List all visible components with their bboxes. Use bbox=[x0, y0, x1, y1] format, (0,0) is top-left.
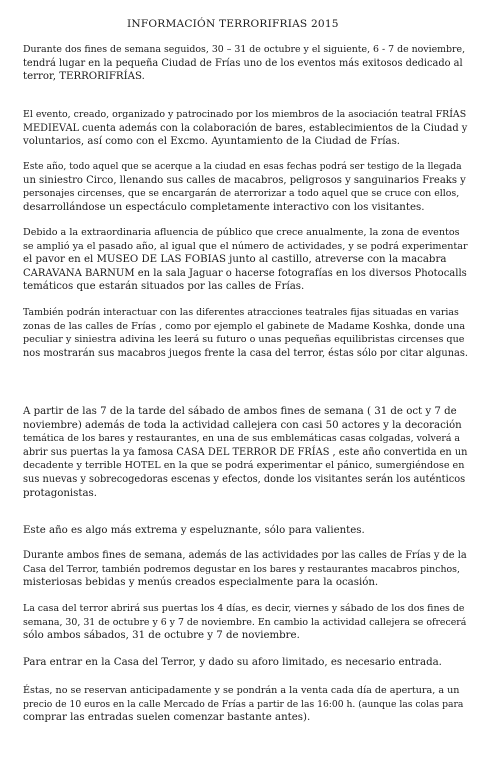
paragraph-opening-days bbox=[23, 602, 468, 643]
text-line: Durante ambos fines de semana, además de las actividades por las calles de Frías y de la bbox=[23, 550, 467, 561]
text-line: personajes circenses, que se encargarán de aterrorizar a todo aquel que se cruce con ellos, bbox=[23, 188, 460, 200]
paragraph-house-of-terror bbox=[23, 405, 468, 500]
text-line: Éstas, no se reservan anticipadamente y se pondrán a la venta cada día de apertura, a un bbox=[23, 685, 460, 696]
text-line: sus nuevas y sobrecogedoras escenas y efectos, donde los visitantes serán los auténticos bbox=[23, 473, 466, 485]
paragraph-tickets bbox=[23, 684, 468, 725]
text-line: Este año es algo más extrema y espeluznante, sólo para valientes. bbox=[23, 525, 365, 536]
text-line: Casa del Terror, también podremos degustar en los bares y restaurantes macabros pinchos, bbox=[23, 563, 460, 575]
text-line: decadente y terrible HOTEL en la que se podrá experimentar el pánico, sumergiéndose en bbox=[23, 460, 465, 472]
text-line: CARAVANA BARNUM en la sala Jaguar o hacerse fotografías en los diversos Photocalls bbox=[23, 267, 467, 279]
text-line: precio de 10 euros en la calle Mercado de Frías a partir de las 16:00 h. (aunque las colas para bbox=[23, 698, 464, 710]
text-line: MEDIEVAL cuenta además con la colaboración de bares, establecimientos de la Ciudad y bbox=[23, 122, 468, 134]
text-line: temática de los bares y restaurantes, en una de sus emblemáticas casas colgadas, volverá a bbox=[23, 433, 461, 445]
text-line: abrir sus puertas la ya famosa CASA DEL TERROR DE FRÍAS , este año convertida en un bbox=[23, 446, 468, 458]
text-line: un siniestro Circo, llenando sus calles de macabros, peligrosos y sanguinarios Freaks y bbox=[23, 174, 466, 186]
text-line: tendrá lugar en la pequeña Ciudad de Frías uno de los eventos más exitosos dedicado al bbox=[23, 57, 463, 69]
paragraph-dates bbox=[23, 43, 468, 84]
text-line: También podrán interactuar con las diferentes atracciones teatrales fijas situadas en varias bbox=[23, 307, 459, 318]
text-line: sólo ambos sábados, 31 de octubre y 7 de noviembre. bbox=[23, 630, 300, 642]
text-line: misteriosas bebidas y menús creados especialmente para la ocasión. bbox=[23, 577, 379, 589]
text-line: zonas de las calles de Frías , como por ejemplo el gabinete de Madame Koshka, donde una bbox=[23, 320, 466, 332]
paragraph-extreme bbox=[23, 524, 468, 538]
text-line: comprar las entradas suelen comenzar bastante antes). bbox=[23, 712, 311, 724]
text-line: Debido a la extraordinaria afluencia de público que crece anualmente, la zona de eventos bbox=[23, 227, 460, 238]
text-line: El evento, creado, organizado y patrocinado por los miembros de la asociación teatral FRÍAS bbox=[23, 109, 467, 120]
paragraph-entry bbox=[23, 656, 468, 670]
paragraph-circus bbox=[23, 160, 468, 214]
text-line: voluntarios, así como con el Excmo. Ayuntamiento de la Ciudad de Frías. bbox=[23, 136, 401, 148]
text-line: desarrollándose un espectáculo completamente interactivo con los visitantes. bbox=[23, 201, 425, 213]
text-line: terror, TERRORIFRÍAS. bbox=[23, 71, 145, 83]
text-line: Durante dos fines de semana seguidos, 30 – 31 de octubre y el siguiente, 6 - 7 de noviembre, bbox=[23, 44, 466, 55]
paragraph-food bbox=[23, 549, 468, 590]
text-line: peculiar y siniestra adivina les leerá su futuro o unas pequeñas equilibristas circenses que bbox=[23, 334, 465, 346]
text-line: A partir de las 7 de la tarde del sábado de ambos fines de semana ( 31 de oct y 7 de bbox=[23, 406, 457, 417]
document-title: INFORMACIÓN TERRORIFRIAS 2015 bbox=[127, 18, 339, 30]
text-line: protagonistas. bbox=[23, 487, 98, 499]
text-line: La casa del terror abrirá sus puertas los 4 días, es decir, viernes y sábado de los dos fines de bbox=[23, 603, 465, 614]
text-line: el pavor en el MUSEO DE LAS FOBIAS junto al castillo, atreverse con la macabra bbox=[23, 254, 447, 266]
paragraph-events-zone bbox=[23, 226, 468, 294]
text-line: noviembre) además de toda la actividad callejera con casi 50 actores y la decoración bbox=[23, 419, 462, 431]
text-line: nos mostrarán sus macabros juegos frente la casa del terror, éstas sólo por citar algunas. bbox=[23, 347, 469, 359]
text-line: semana, 30, 31 de octubre y 6 y 7 de noviembre. En cambio la actividad callejera se ofrecerá bbox=[23, 616, 467, 628]
text-line: temáticos que estarán situados por las calles de Frías. bbox=[23, 281, 305, 293]
paragraph-attractions bbox=[23, 306, 468, 360]
text-line: se amplió ya el pasado año, al igual que el número de actividades, y se podrá experimentar bbox=[23, 240, 468, 252]
text-line: Este año, todo aquel que se acerque a la ciudad en esas fechas podrá ser testigo de la llegada bbox=[23, 161, 462, 172]
paragraph-organizers bbox=[23, 108, 468, 149]
text-line: Para entrar en la Casa del Terror, y dado su aforo limitado, es necesario entrada. bbox=[23, 657, 442, 668]
